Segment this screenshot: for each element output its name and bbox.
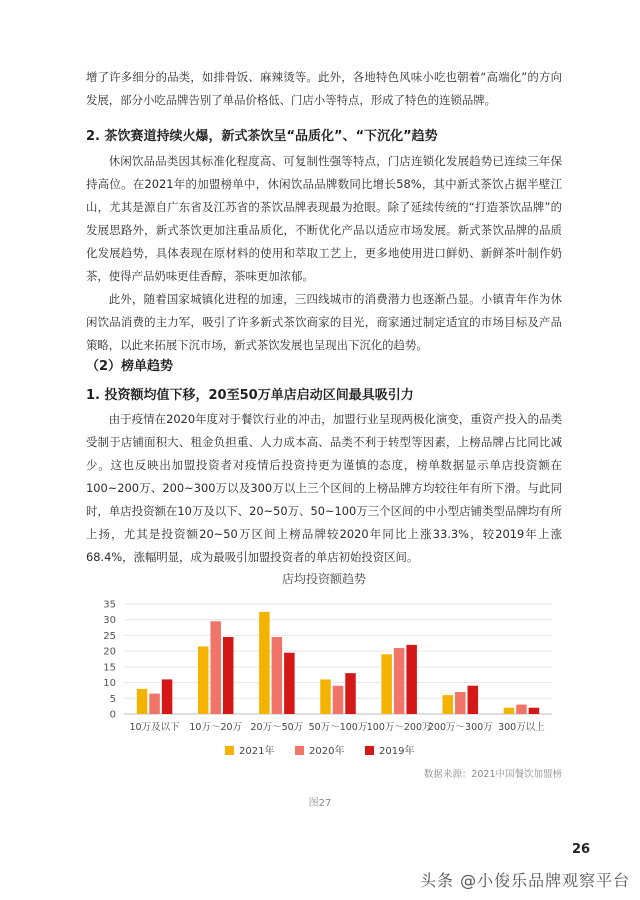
subsection-1-heading: 1. 投资额均值下移，20至50万单店启动区间最具吸引力 xyxy=(86,388,414,403)
legend-swatch xyxy=(225,746,234,755)
bar xyxy=(149,694,160,714)
legend-label: 2021年 xyxy=(239,746,275,757)
bar xyxy=(381,654,392,714)
x-tick-label: 10万及以下 xyxy=(129,722,180,733)
intro-paragraph-block xyxy=(86,66,562,112)
y-tick-label: 30 xyxy=(103,615,116,627)
bar xyxy=(210,621,221,714)
y-tick-label: 5 xyxy=(109,693,116,705)
legend-swatch xyxy=(365,746,374,755)
subsection-1-paragraph: 由于疫情在2020年度对于餐饮行业的冲击，加盟行业呈现两极化演变，重资产投入的品类受制于店铺面积大、租金负担重、人力成本高、品类不利于转型等因素，上榜品牌占比同比减少。这也反映出加盟投资者对疫情后投资持更为谨慎的态度，榜单数据显示单店投资额在100~200万、200~300万以及300万以上三个区间的上榜品牌方均较往年有所下滑。与此同时，单店投资额在10万及以下、20~50万、50~100万三个区间的中小型店铺类型品牌均有所上扬，尤其是投资额20~50万区间上榜品牌较2020年同比上涨33.3%，较2019年上涨68.4%，涨幅明显，成为最吸引加盟投资者的单店初始投资区间。 xyxy=(86,412,562,564)
bar xyxy=(468,686,479,714)
section-2-paragraph-1: 休闲饮品品类因其标准化程度高、可复制性强等特点，门店连锁化发展趋势已连续三年保持高位。在2021年的加盟榜单中，休闲饮品品牌数同比增长58%，其中新式茶饮占据半壁江山，尤其是源自广东省及江苏省的茶饮品牌表现最为抢眼。除了延续传统的“打造茶饮品牌”的发展思路外，新式茶饮更加注重品质化，不断优化产品以适应市场发展。新式茶饮品牌的品质化发展趋势，具体表现在原材料的使用和萃取工艺上，更多地使用进口鲜奶、新鲜茶叶制作奶茶，使得产品奶味更佳香醇，茶味更加浓郁。 xyxy=(86,154,562,283)
bar xyxy=(504,708,515,714)
section-2-body xyxy=(86,150,562,357)
bar xyxy=(345,673,356,714)
x-tick-label: 50万～100万 xyxy=(308,722,368,733)
y-tick-label: 15 xyxy=(103,662,116,674)
bar xyxy=(320,679,331,714)
chart-source: 数据来源：2021中国餐饮加盟榜 xyxy=(423,769,562,780)
page-number: 26 xyxy=(572,842,591,857)
bar xyxy=(198,646,209,714)
bar xyxy=(137,689,148,714)
list-trend-heading: （2）榜单趋势 xyxy=(86,359,174,374)
bar xyxy=(259,612,270,714)
x-tick-label: 20万～50万 xyxy=(250,722,304,733)
bar xyxy=(272,637,283,714)
legend-label: 2019年 xyxy=(379,746,415,757)
chart-title: 店均投资额趋势 xyxy=(281,572,366,586)
y-tick-label: 10 xyxy=(103,678,116,690)
watermark: 头条 @小俊乐品牌观察平台 xyxy=(420,871,631,890)
bar xyxy=(223,637,234,714)
bar xyxy=(516,705,527,714)
legend-swatch xyxy=(295,746,304,755)
section-2-paragraph-2: 此外，随着国家城镇化进程的加速，三四线城市的消费潜力也逐渐凸显。小镇青年作为休闲饮品消费的主力军，吸引了许多新式茶饮商家的目光，商家通过制定适宜的市场目标及产品策略，以此来拓展下沉市场，新式茶饮发展也呈现出下沉化的趋势。 xyxy=(86,292,562,352)
subsection-1-body xyxy=(86,408,562,569)
chart-svg xyxy=(86,590,562,786)
x-tick-label: 100万～200万 xyxy=(366,722,432,733)
bar xyxy=(406,645,417,714)
x-tick-label: 200万～300万 xyxy=(427,722,493,733)
y-tick-label: 20 xyxy=(103,646,116,658)
y-tick-label: 0 xyxy=(109,709,116,721)
bar xyxy=(284,653,295,714)
bar xyxy=(529,708,540,714)
bar xyxy=(394,648,405,714)
bar xyxy=(333,686,344,714)
section-2-heading: 2. 茶饮赛道持续火爆，新式茶饮呈“品质化”、“下沉化”趋势 xyxy=(86,129,438,144)
y-tick-label: 25 xyxy=(103,630,116,642)
y-tick-label: 35 xyxy=(103,599,116,611)
legend-label: 2020年 xyxy=(309,746,345,757)
investment-trend-chart xyxy=(86,566,562,782)
bar xyxy=(162,679,173,714)
bar xyxy=(443,695,454,714)
x-tick-label: 300万以上 xyxy=(498,722,545,733)
x-tick-label: 10万～20万 xyxy=(189,722,243,733)
intro-paragraph: 增了许多细分的品类，如排骨饭、麻辣烫等。此外，各地特色风味小吃也朝着“高端化”的方向发展，部分小吃品牌告别了单品价格低、门店小等特点，形成了特色的连锁品牌。 xyxy=(86,70,562,107)
bar xyxy=(455,692,466,714)
figure-caption: 图27 xyxy=(308,798,332,809)
